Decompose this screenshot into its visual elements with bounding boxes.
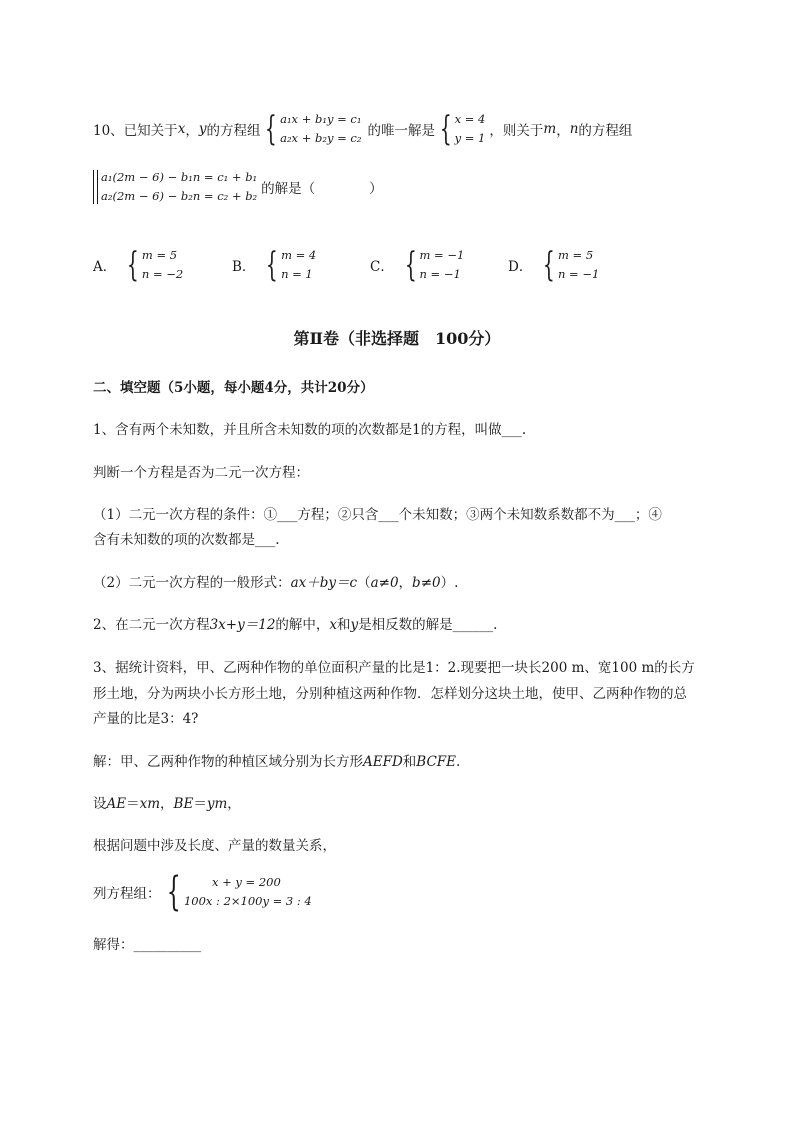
left-brace: { bbox=[266, 245, 279, 285]
seg-be: BE bbox=[173, 796, 194, 812]
q10-mid3: ，则关于 bbox=[489, 123, 544, 139]
paragraph-3a: （1）二元一次方程的条件：①___方程；②只含___个未知数；③两个未知数系数都不为___；④ bbox=[93, 507, 662, 523]
q10-mid2: 的唯一解是 bbox=[367, 123, 435, 139]
option-row: m = −1 bbox=[419, 248, 465, 262]
relation-line: 根据问题中涉及长度、产量的数量关系， bbox=[93, 838, 336, 854]
left-brace: { bbox=[404, 245, 417, 285]
question-3-line-3: 产量的比是3：4? bbox=[93, 711, 199, 727]
sol-pre: 解：甲、乙两种作物的种植区域分别为长方形 bbox=[93, 754, 363, 770]
q10-mid1: 的方程组 bbox=[206, 123, 261, 139]
comma: ， bbox=[185, 123, 199, 139]
option-row: n = −1 bbox=[419, 267, 461, 281]
system-row: a₁x + b₁y = c₁ bbox=[280, 112, 362, 126]
xm: xm bbox=[139, 796, 161, 812]
part2-heading: 二、填空题（5小题，每小题4分，共计20分） bbox=[93, 380, 374, 396]
option-row: n = −2 bbox=[141, 267, 184, 281]
option-row: n = −1 bbox=[557, 267, 600, 281]
var-y: y bbox=[350, 617, 359, 633]
option-row: m = 5 bbox=[141, 248, 178, 262]
question-3-line-2: 形土地，分为两块小长方形土地，分别种植这两种作物．怎样划分这块土地，使甲、乙两种作物的总 bbox=[93, 686, 687, 702]
system-row: 100x : 2×100y = 3 : 4 bbox=[183, 894, 312, 908]
option-c[interactable] bbox=[370, 246, 464, 284]
system-label: 列方程组： bbox=[93, 886, 161, 902]
eq-sign: ＝ bbox=[193, 796, 207, 812]
q2-mid: 的解中， bbox=[275, 617, 330, 633]
q2-post: 是相反数的解是______. bbox=[358, 617, 498, 633]
question-3-line-1: 3、据统计资料，甲、乙两种作物的单位面积产量的比是1：2.现要把一块长200 m、宽100 m的长方 bbox=[93, 660, 695, 676]
system-row: x = 4 bbox=[454, 112, 486, 126]
option-row: m = 4 bbox=[281, 248, 317, 262]
p4-pre: （2）二元一次方程的一般形式： bbox=[93, 575, 291, 591]
paragraph-3b: 含有未知数的项的次数都是___. bbox=[93, 532, 280, 548]
double-bar-brace bbox=[93, 170, 98, 204]
q2-equation: 3x+y＝12 bbox=[209, 617, 276, 633]
q10-mid4: 的方程组 bbox=[578, 123, 633, 139]
seg-ae: AE bbox=[106, 796, 127, 812]
left-brace: { bbox=[543, 245, 556, 285]
left-brace: { bbox=[127, 245, 140, 285]
system-line bbox=[93, 869, 312, 915]
rect-aefd: AEFD bbox=[363, 754, 403, 770]
set-line bbox=[93, 792, 241, 812]
rect-bcfe: BCFE bbox=[416, 754, 457, 770]
option-d[interactable] bbox=[508, 246, 599, 284]
left-brace: { bbox=[439, 109, 452, 149]
option-b[interactable] bbox=[232, 246, 316, 284]
equation-system-2 bbox=[101, 168, 257, 206]
paragraph-4 bbox=[93, 571, 458, 591]
condition-a: a≠0 bbox=[370, 575, 399, 591]
set-pre: 设 bbox=[93, 796, 107, 812]
sol-and: 和 bbox=[402, 754, 417, 770]
var-y: y bbox=[198, 121, 207, 137]
system-row: a₂x + b₂y = c₂ bbox=[280, 131, 362, 145]
q2-pre: 2、在二元一次方程 bbox=[93, 617, 210, 633]
comma: ， bbox=[556, 123, 570, 139]
option-label: A． bbox=[93, 259, 117, 275]
q10-line-2 bbox=[93, 168, 383, 206]
var-n: n bbox=[569, 121, 579, 137]
p4-paren-open: （ bbox=[357, 575, 371, 591]
paragraph-2: 判断一个方程是否为二元一次方程： bbox=[93, 465, 309, 481]
option-row: m = 5 bbox=[557, 248, 594, 262]
set-post: ， bbox=[227, 796, 241, 812]
p4-sep: ， bbox=[398, 575, 413, 591]
var-x: x bbox=[329, 617, 338, 633]
system-row: y = 1 bbox=[454, 131, 486, 145]
p4-paren-close: ）. bbox=[440, 575, 459, 591]
system-row: a₁(2m − 6) − b₁n = c₁ + b₁ bbox=[101, 170, 258, 184]
solution-system-1 bbox=[435, 110, 485, 148]
sol-post: . bbox=[456, 754, 461, 770]
condition-b: b≠0 bbox=[412, 575, 441, 591]
paragraph-1: 1、含有两个未知数，并且所含未知数的项的次数都是1的方程，叫做___. bbox=[93, 422, 527, 438]
equation-system-1 bbox=[260, 110, 361, 148]
option-label: D． bbox=[508, 259, 533, 275]
system-row: x + y = 200 bbox=[211, 875, 281, 889]
var-x: x bbox=[177, 121, 186, 137]
question-2 bbox=[93, 613, 497, 633]
comma: ， bbox=[160, 796, 174, 812]
option-label: C． bbox=[370, 259, 394, 275]
section-title: 第Ⅱ卷（非选择题 100分） bbox=[293, 329, 501, 348]
system-row: a₂(2m − 6) − b₂n = c₂ + b₂ bbox=[101, 189, 258, 203]
option-a[interactable] bbox=[93, 246, 183, 284]
q2-and: 和 bbox=[337, 617, 351, 633]
var-m: m bbox=[543, 121, 557, 137]
ym: ym bbox=[206, 796, 228, 812]
answer-line: 解得：__________ bbox=[93, 937, 201, 953]
option-row: n = 1 bbox=[281, 267, 313, 281]
equation-system-3 bbox=[161, 869, 312, 915]
option-label: B． bbox=[232, 259, 256, 275]
left-brace: { bbox=[166, 869, 181, 915]
eq-sign: ＝ bbox=[126, 796, 140, 812]
left-brace: { bbox=[265, 109, 278, 149]
general-form-equation: ax＋by＝c bbox=[290, 575, 358, 591]
q10-tail: 的解是（ ） bbox=[261, 181, 383, 197]
q10-line-1 bbox=[93, 110, 632, 148]
solution-line bbox=[93, 750, 460, 770]
q10-prefix: 10、已知关于 bbox=[93, 123, 178, 139]
